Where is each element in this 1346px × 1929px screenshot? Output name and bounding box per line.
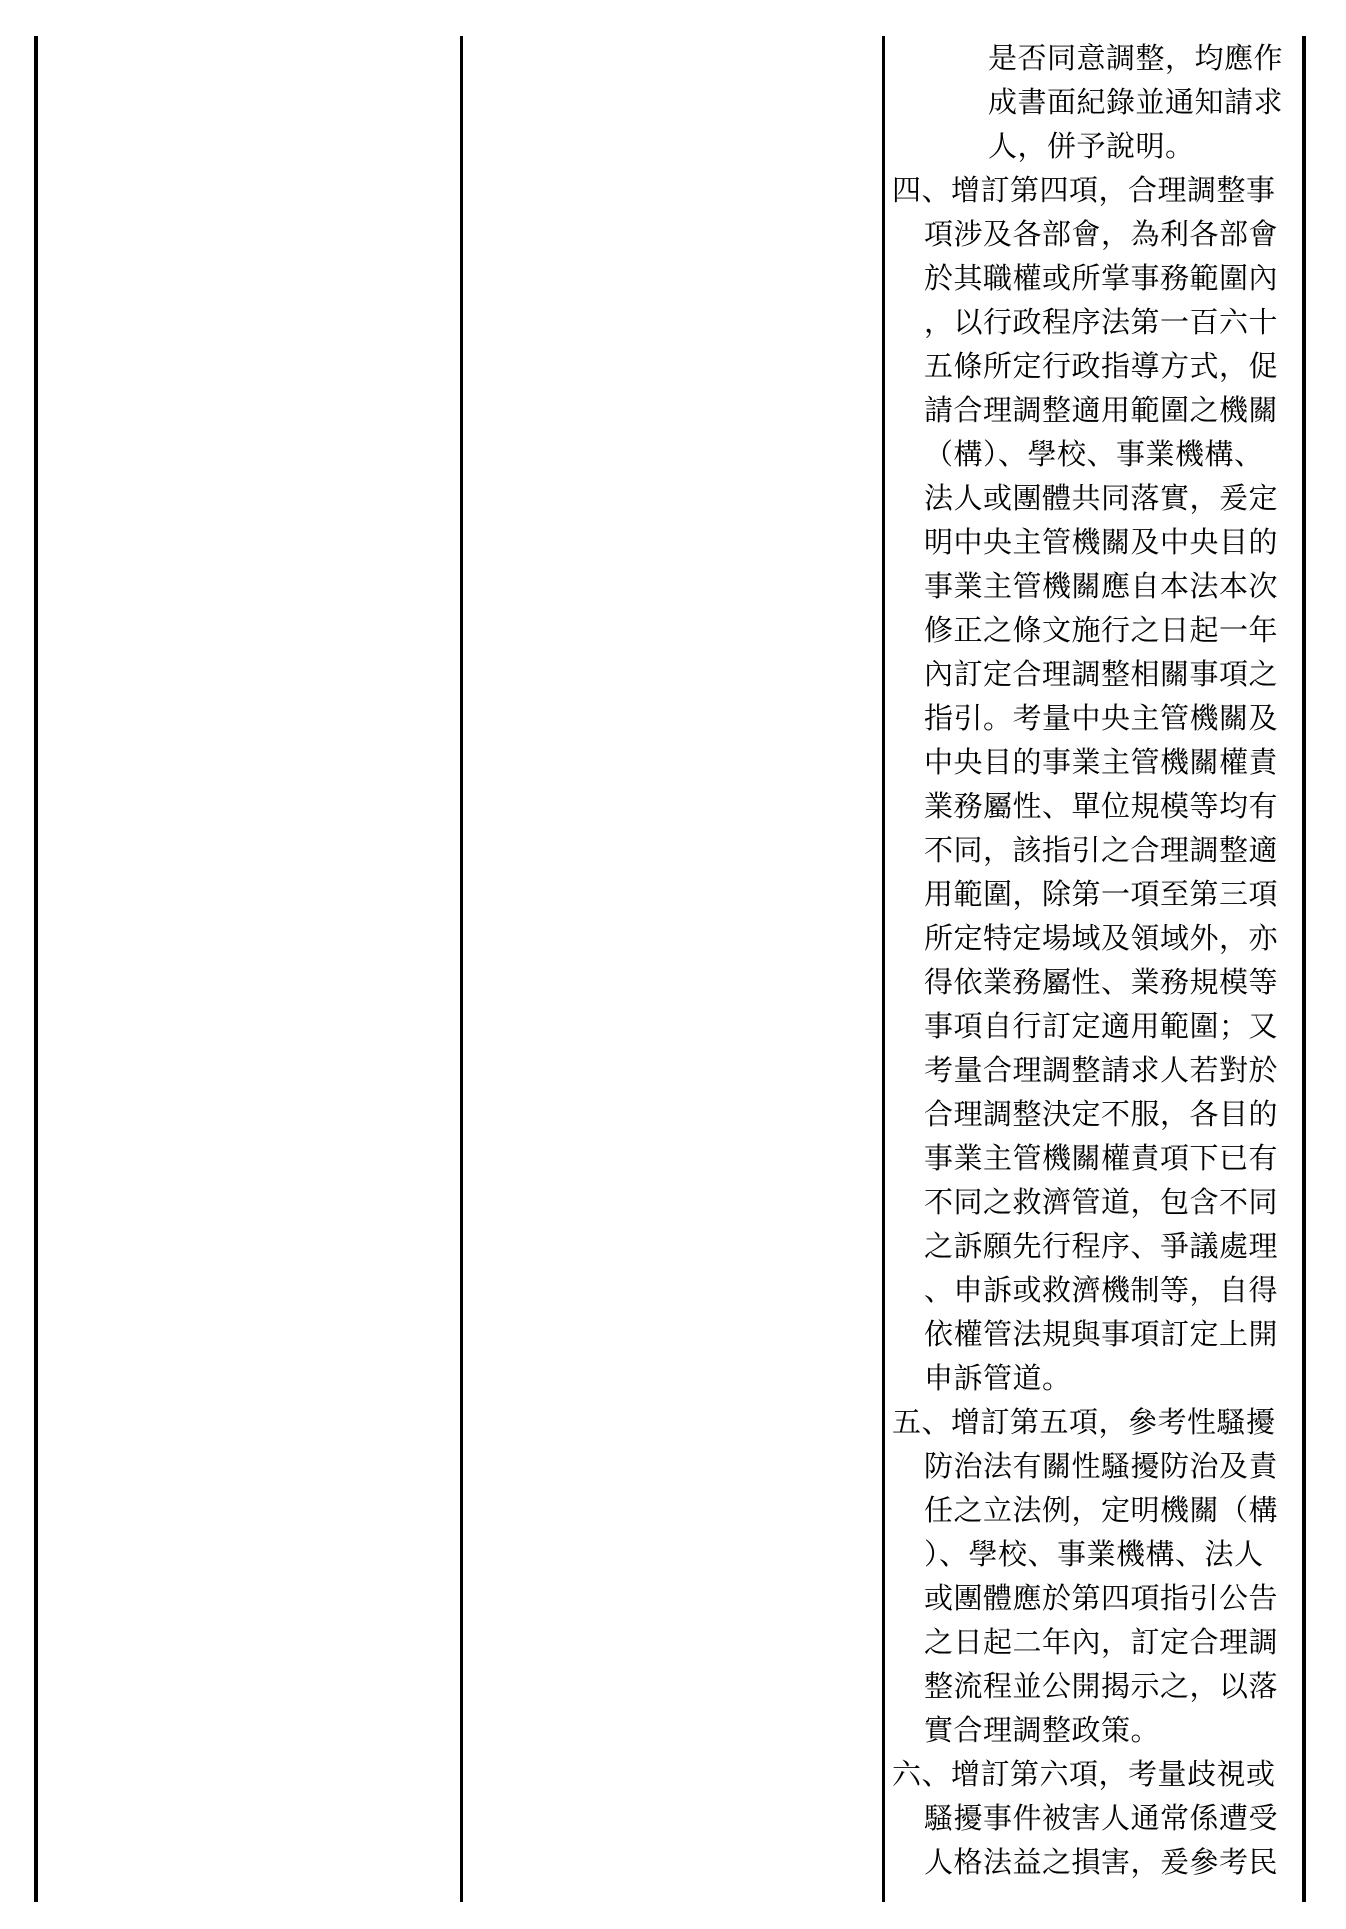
text-line: （構）、學校、事業機構、 [924,437,1264,471]
text-line: 、申訴或救濟機制等，自得 [924,1273,1279,1307]
text-line: 中央目的事業主管機關權責 [924,745,1279,779]
text-line: 不同之救濟管道，包含不同 [924,1185,1279,1219]
text-line: 法人或團體共同落實，爰定 [924,481,1279,515]
column-divider-1 [460,36,463,1902]
table-border-left [34,36,38,1902]
text-line: 之訴願先行程序、爭議處理 [924,1229,1279,1263]
text-line: 所定特定場域及領域外，亦 [924,921,1279,955]
text-line: 於其職權或所掌事務範圍內 [924,261,1279,295]
text-line: 成書面紀錄並通知請求 [988,85,1284,119]
text-line: 事業主管機關應自本法本次 [924,569,1279,603]
text-line: 指引。考量中央主管機關及 [924,701,1279,735]
text-line: 業務屬性、單位規模等均有 [924,789,1279,823]
text-line: ）、學校、事業機構、法人 [924,1537,1264,1571]
text-line: 人格法益之損害，爰參考民 [924,1845,1279,1879]
text-line: 防治法有關性騷擾防治及責 [924,1449,1279,1483]
text-line: 是否同意調整，均應作 [988,41,1284,75]
text-line: 修正之條文施行之日起一年 [924,613,1279,647]
text-line: 事項自行訂定適用範圍；又 [924,1009,1279,1043]
text-line: ，以行政程序法第一百六十 [924,305,1279,339]
text-line: 內訂定合理調整相關事項之 [924,657,1279,691]
text-line: 得依業務屬性、業務規模等 [924,965,1279,999]
text-line: 騷擾事件被害人通常係遭受 [924,1801,1279,1835]
text-line: 用範圍，除第一項至第三項 [924,877,1279,911]
item-4-first-line: 四、增訂第四項，合理調整事 [892,173,1276,207]
item-6-first-line: 六、增訂第六項，考量歧視或 [892,1757,1276,1791]
text-line: 之日起二年內，訂定合理調 [924,1625,1279,1659]
text-line: 明中央主管機關及中央目的 [924,525,1279,559]
item-5-first-line: 五、增訂第五項，參考性騷擾 [892,1405,1276,1439]
text-line: 五條所定行政指導方式，促 [924,349,1279,383]
text-line: 合理調整決定不服，各目的 [924,1097,1279,1131]
column-divider-2 [882,36,885,1902]
text-line: 人，併予說明。 [988,129,1195,163]
text-line: 或團體應於第四項指引公告 [924,1581,1279,1615]
text-line: 不同，該指引之合理調整適 [924,833,1279,867]
text-line: 請合理調整適用範圍之機關 [924,393,1279,427]
text-line: 項涉及各部會，為利各部會 [924,217,1279,251]
text-line: 事業主管機關權責項下已有 [924,1141,1279,1175]
text-line: 考量合理調整請求人若對於 [924,1053,1279,1087]
text-line: 任之立法例，定明機關（構 [924,1493,1279,1527]
text-line: 申訴管道。 [924,1361,1072,1395]
text-line: 依權管法規與事項訂定上開 [924,1317,1279,1351]
text-line: 實合理調整政策。 [924,1713,1161,1747]
text-line: 整流程並公開揭示之，以落 [924,1669,1279,1703]
